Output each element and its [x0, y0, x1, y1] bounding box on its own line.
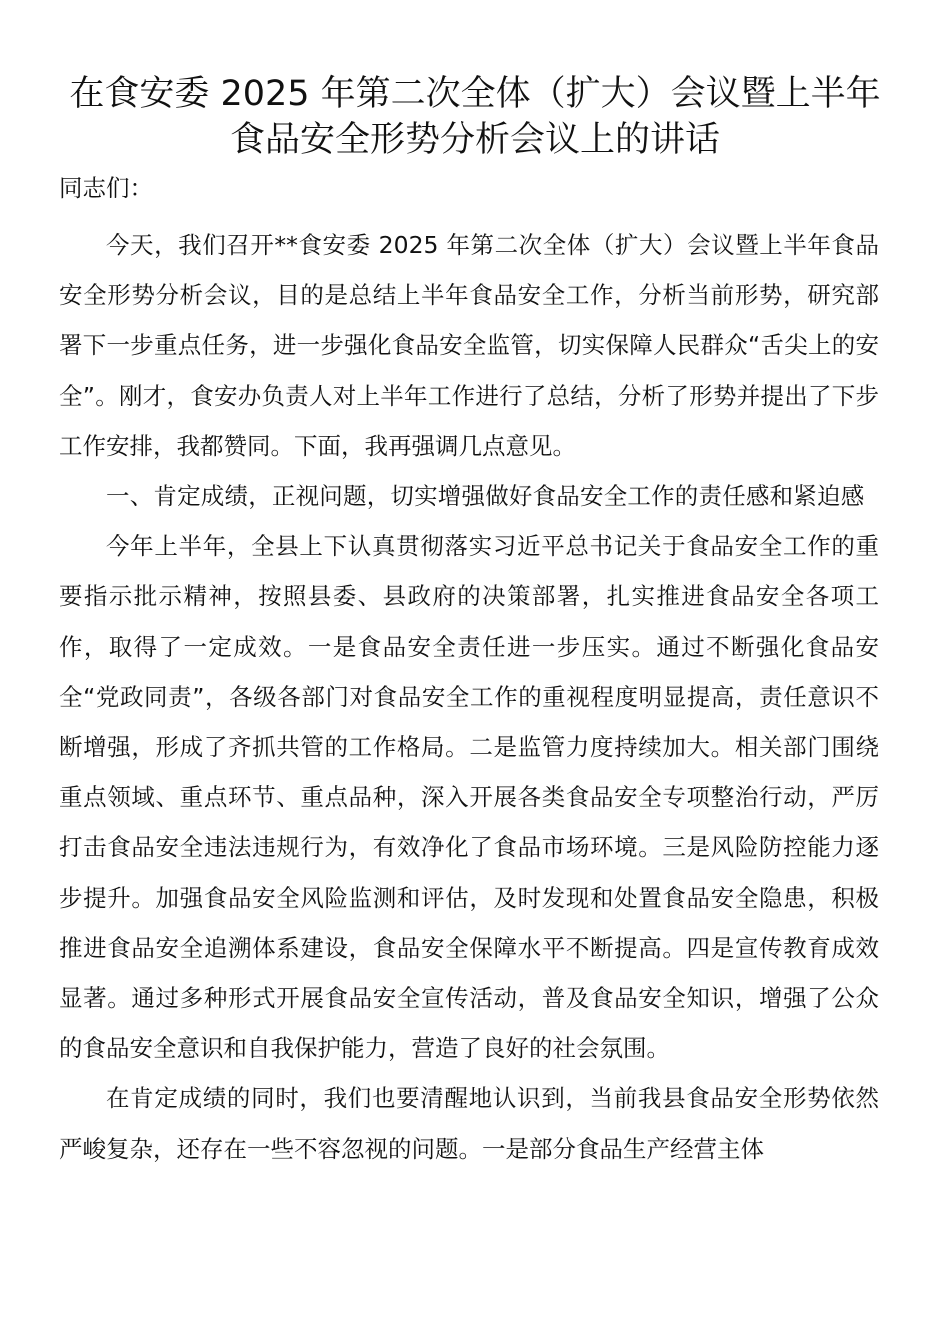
paragraph-problems: 在肯定成绩的同时，我们也要清醒地认识到，当前我县食品安全形势依然严峻复杂，还存在一些不容忽视的问题。一是部分食品生产经营主体: [59, 1084, 879, 1163]
document-body: [59, 220, 879, 1174]
paragraph-achievements: 今年上半年，全县上下认真贯彻落实习近平总书记关于食品安全工作的重要指示批示精神，按照县委、县政府的决策部署，扎实推进食品安全各项工作，取得了一定成效。一是食品安全责任进一步压实。通过不断强化食品安全“党政同责”，各级各部门对食品安全工作的重视程度明显提高，责任意识不断增强，形成了齐抓共管的工作格局。二是监管力度持续加大。相关部门围绕重点领域、重点环节、重点品种，深入开展各类食品安全专项整治行动，严厉打击食品安全违法违规行为，有效净化了食品市场环境。三是风险防控能力逐步提升。加强食品安全风险监测和评估，及时发现和处置食品安全隐患，积极推进食品安全追溯体系建设，食品安全保障水平不断提高。四是宣传教育成效显著。通过多种形式开展食品安全宣传活动，普及食品安全知识，增强了公众的食品安全意识和自我保护能力，营造了良好的社会氛围。: [59, 532, 879, 1063]
document-title-line-1: 在食安委 2025 年第二次全体（扩大）会议暨上半年: [69, 74, 881, 114]
section-heading-1: 一、肯定成绩，正视问题，切实增强做好食品安全工作的责任感和紧迫感: [106, 482, 865, 511]
paragraph-opening: 今天，我们召开**食安委 2025 年第二次全体（扩大）会议暨上半年食品安全形势分析会议，目的是总结上半年食品安全工作，分析当前形势，研究部署下一步重点任务，进一步强化食品安全监管，切实保障人民群众“舌尖上的安全”。刚才，食安办负责人对上半年工作进行了总结，分析了形势并提出了下步工作安排，我都赞同。下面，我再强调几点意见。: [59, 231, 879, 460]
document-title-line-2: 食品安全形势分析会议上的讲话: [229, 120, 720, 160]
salutation: 同志们：: [59, 174, 153, 202]
